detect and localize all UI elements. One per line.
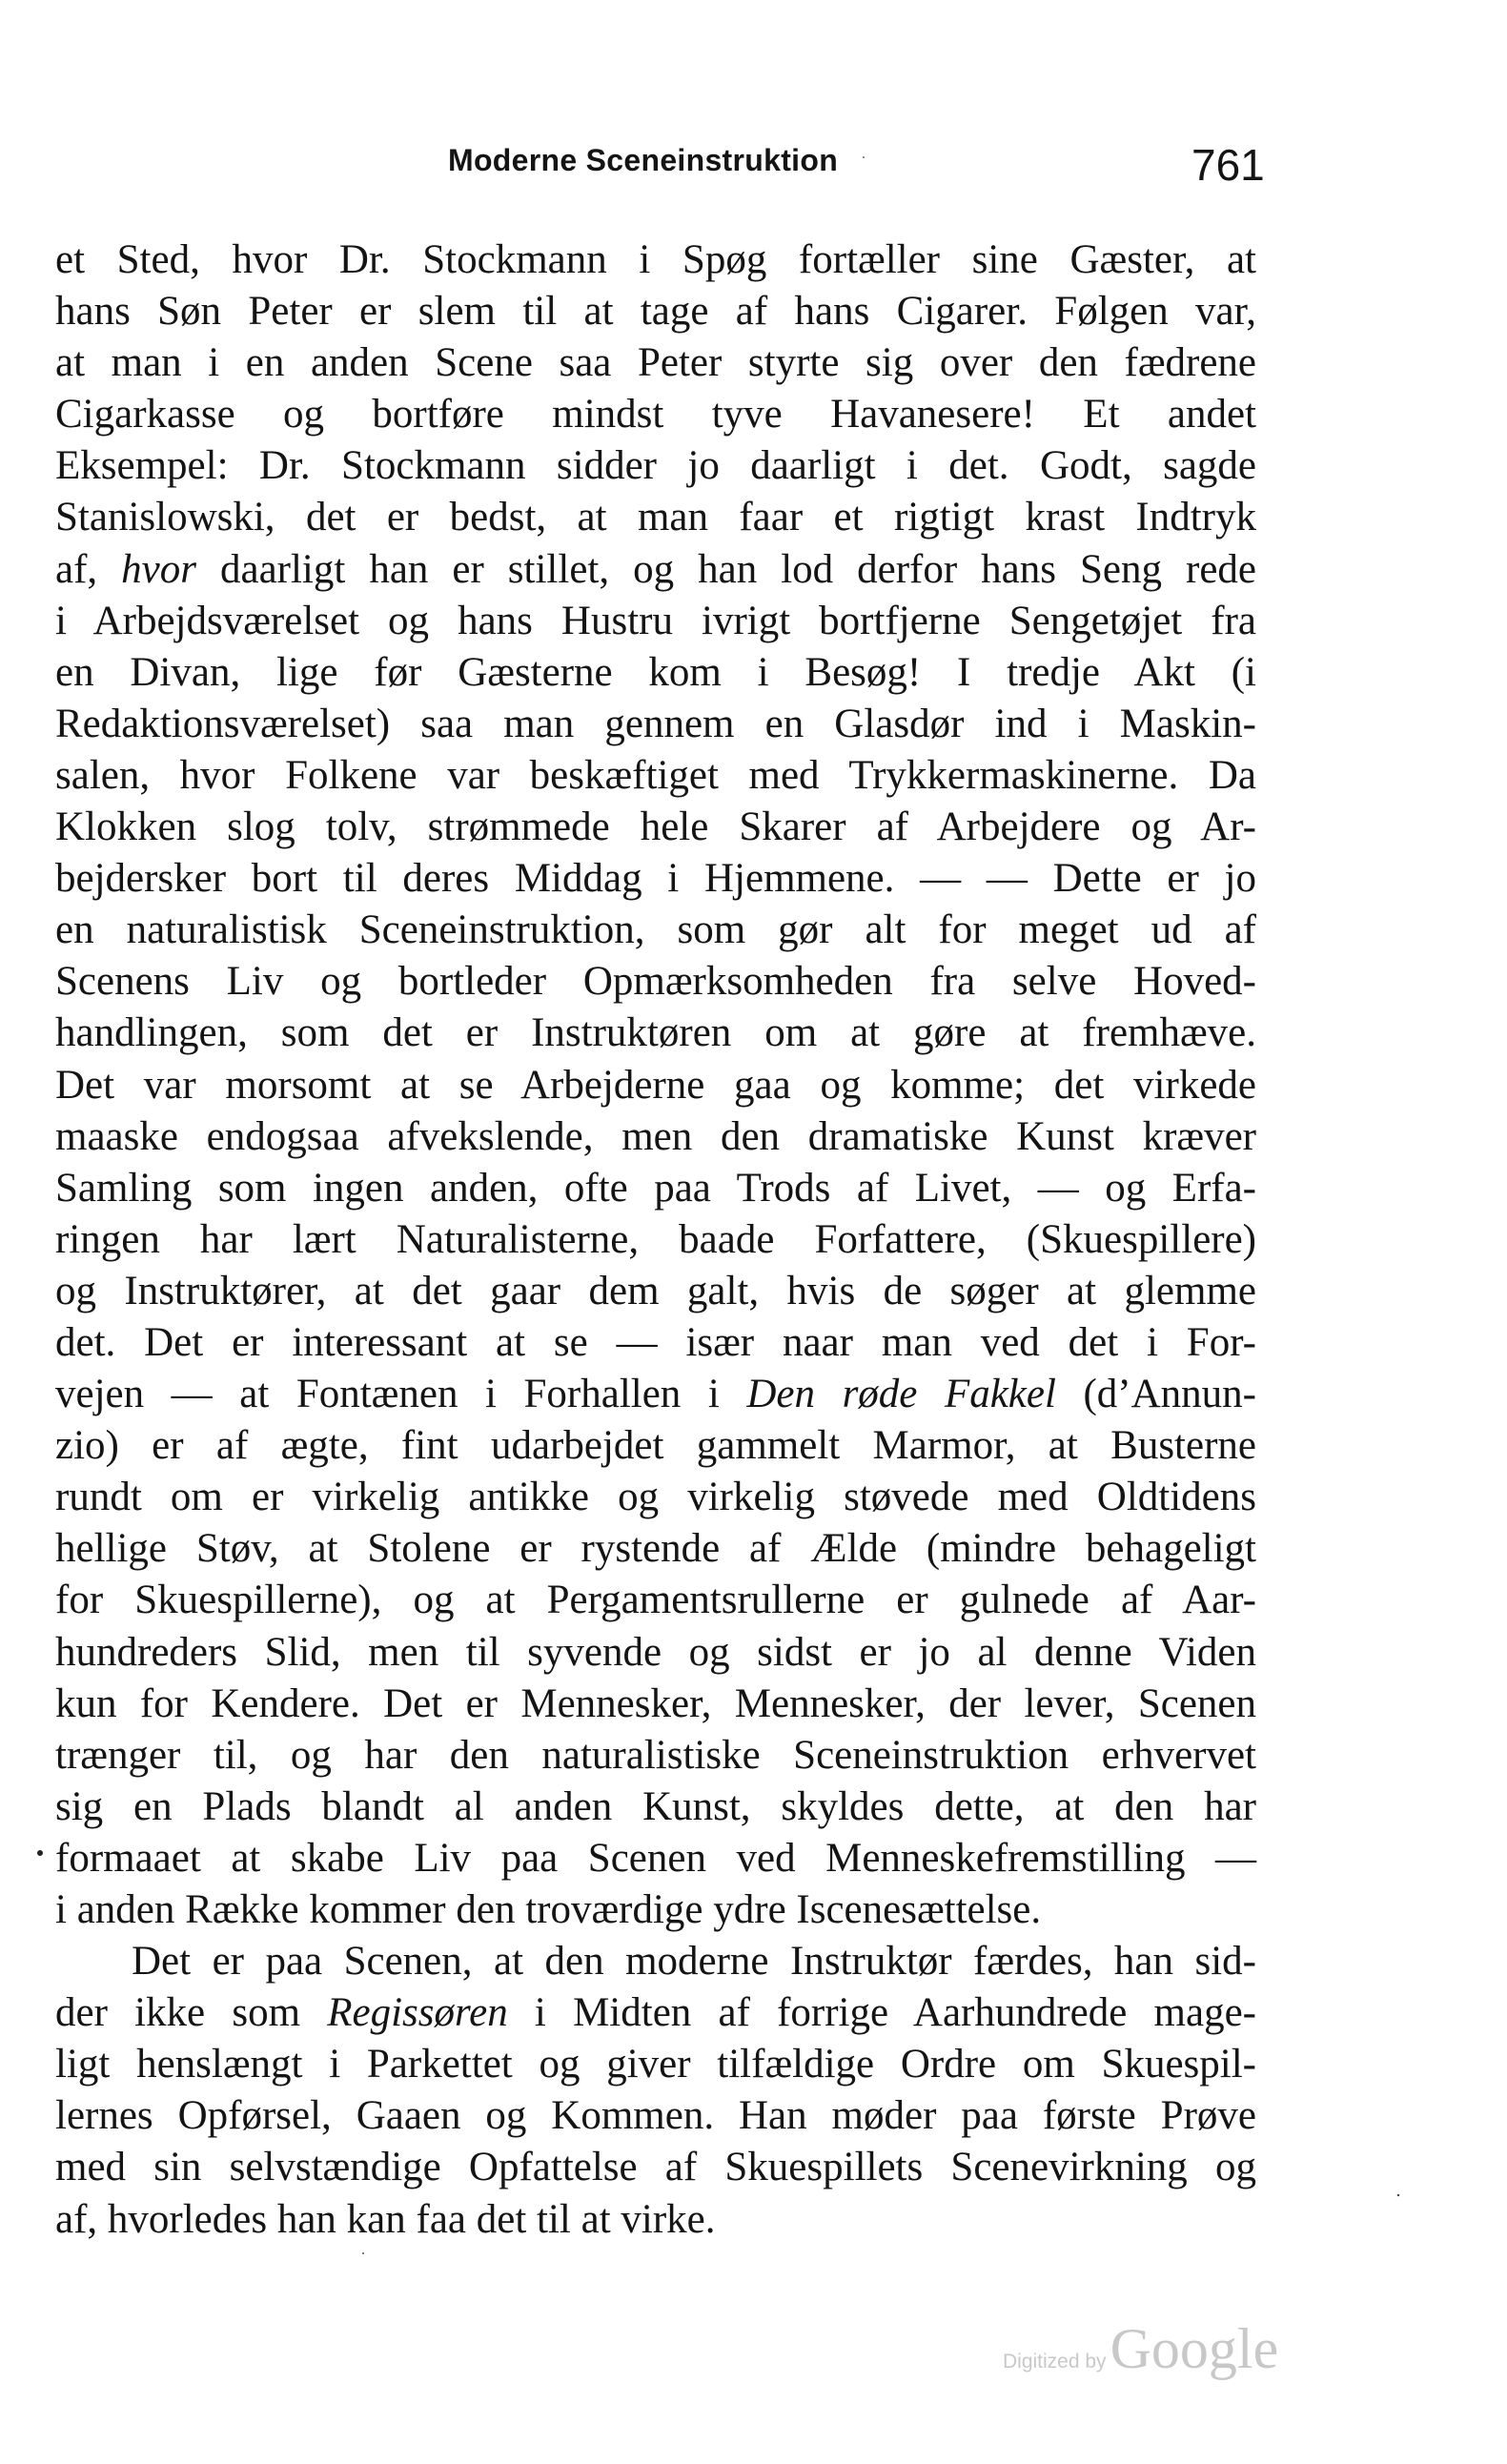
text-segment: lernes Opførsel, Gaaen og Kommen. Han møder paa første Prøve bbox=[55, 2093, 1256, 2139]
text-segment: Stanislowski, det er bedst, at man faar et rigtigt krast Indtryk bbox=[55, 495, 1256, 540]
text-segment: Cigarkasse og bortføre mindst tyve Havanesere! Et andet bbox=[55, 392, 1256, 438]
text-segment: det. Det er interessant at se — især naar man ved det i For- bbox=[55, 1319, 1256, 1365]
text-segment: hans Søn Peter er slem til at tage af hans Cigarer. Følgen var, bbox=[55, 289, 1256, 335]
text-segment: formaaet at skabe Liv paa Scenen ved Menneskefremstilling — bbox=[55, 1835, 1256, 1881]
digitized-by-google-watermark bbox=[1003, 2316, 1278, 2382]
text-segment: i Arbejdsværelset og hans Hustru ivrigt bortfjerne Sengetøjet fra bbox=[55, 598, 1256, 643]
text-segment: med sin selvstændige Opfattelse af Skuespillets Scenevirkning og bbox=[55, 2145, 1256, 2190]
text-segment: Samling som ingen anden, ofte paa Trods af Livet, — og Erfa- bbox=[55, 1165, 1256, 1211]
scan-speck bbox=[1397, 2194, 1399, 2196]
text-segment: bejdersker bort til deres Middag i Hjemmene. — — Dette er jo bbox=[55, 856, 1256, 902]
text-segment: Scenens Liv og bortleder Opmærksomheden fra selve Hoved- bbox=[55, 959, 1256, 1005]
text-segment: salen, hvor Folkene var beskæftiget med Trykkermaskinerne. Da bbox=[55, 752, 1256, 798]
text-segment: Redaktionsværelset) saa man gennem en Glasdør ind i Maskin- bbox=[55, 701, 1256, 746]
text-segment: i Midten af forrige Aarhundrede mage- bbox=[507, 1990, 1256, 2036]
text-segment: hellige Støv, at Stolene er rystende af Ælde (mindre behageligt bbox=[55, 1526, 1256, 1572]
text-segment: daarligt han er stillet, og han lod derfor hans Seng rede bbox=[195, 546, 1256, 592]
scan-speck bbox=[362, 2252, 364, 2254]
text-segment: for Skuespillerne), og at Pergamentsrullerne er gulnede af Aar- bbox=[55, 1578, 1256, 1623]
italic-text: Den røde Fakkel bbox=[746, 1372, 1056, 1417]
text-segment: hundreders Slid, men til syvende og sidst er jo al denne Viden bbox=[55, 1629, 1256, 1675]
running-head-title: Moderne Sceneinstruktion bbox=[448, 143, 839, 177]
text-segment: Klokken slog tolv, strømmede hele Skarer af Arbejdere og Ar- bbox=[55, 804, 1256, 850]
page-number: 761 bbox=[1191, 140, 1265, 190]
scan-speck bbox=[863, 156, 865, 158]
text-segment: et Sted, hvor Dr. Stockmann i Spøg fortæller sine Gæster, at bbox=[55, 237, 1256, 282]
text-segment: vejen — at Fontænen i Forhallen i bbox=[55, 1372, 747, 1417]
italic-text: hvor bbox=[121, 546, 196, 592]
text-segment: ringen har lært Naturalisterne, baade Forfattere, (Skuespillere) bbox=[55, 1216, 1256, 1262]
text-segment: Det er paa Scenen, at den moderne Instruktør færdes, han sid- bbox=[132, 1939, 1256, 1985]
text-segment: i anden Række kommer den troværdige ydre Iscenesættelse. bbox=[55, 1887, 1042, 1932]
text-segment: af, bbox=[55, 546, 122, 592]
text-segment: zio) er af ægte, fint udarbejdet gammelt Marmor, at Busterne bbox=[55, 1423, 1256, 1469]
text-segment: ligt henslængt i Parkettet og giver tilfældige Ordre om Skuespil- bbox=[55, 2042, 1256, 2087]
text-segment: sig en Plads blandt al anden Kunst, skyldes dette, at den har bbox=[55, 1783, 1256, 1829]
text-segment: af, hvorledes han kan faa det til at virke. bbox=[55, 2196, 716, 2242]
scan-speck bbox=[37, 1850, 43, 1856]
text-segment: og Instruktører, at det gaar dem galt, hvis de søger at glemme bbox=[55, 1268, 1256, 1313]
text-segment: Eksempel: Dr. Stockmann sidder jo daarligt i det. Godt, sagde bbox=[55, 443, 1256, 489]
text-segment: en naturalistisk Sceneinstruktion, som gør alt for meget ud af bbox=[55, 907, 1256, 953]
text-segment: Det var morsomt at se Arbejderne gaa og komme; det virkede bbox=[55, 1062, 1256, 1108]
text-segment: at man i en anden Scene saa Peter styrte sig over den fædrene bbox=[55, 340, 1256, 386]
google-logo: Google bbox=[1110, 2317, 1279, 2380]
text-segment: rundt om er virkelig antikke og virkelig støvede med Oldtidens bbox=[55, 1475, 1256, 1520]
text-segment: kun for Kendere. Det er Mennesker, Mennesker, der lever, Scenen bbox=[55, 1680, 1256, 1726]
text-segment: en Divan, lige før Gæsterne kom i Besøg! I tredje Akt (i bbox=[55, 649, 1256, 695]
watermark-prefix: Digitized by bbox=[1003, 2351, 1107, 2372]
text-segment: der ikke som bbox=[55, 1990, 328, 2036]
text-segment: (d’Annun- bbox=[1055, 1372, 1256, 1417]
text-segment: trænger til, og har den naturalistiske Sceneinstruktion erhvervet bbox=[55, 1732, 1256, 1778]
text-segment: maaske endogsaa afvekslende, men den dramatiske Kunst kræver bbox=[55, 1113, 1256, 1159]
text-segment: handlingen, som det er Instruktøren om at gøre at fremhæve. bbox=[55, 1010, 1256, 1056]
italic-text: Regissøren bbox=[327, 1990, 508, 2036]
